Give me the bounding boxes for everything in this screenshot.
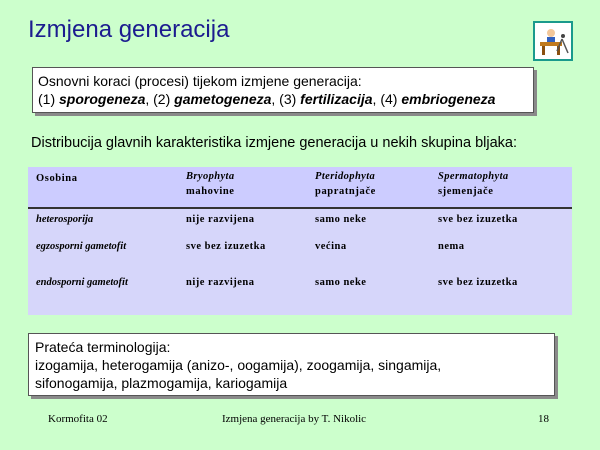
slide-title: Izmjena generacija bbox=[28, 16, 230, 43]
step-number: (2) bbox=[153, 91, 175, 107]
column-header-group-name: Bryophyta bbox=[186, 171, 235, 182]
row-label: heterosporija bbox=[36, 214, 94, 225]
step-term: sporogeneza bbox=[59, 91, 146, 107]
table-cell: nije razvijena bbox=[186, 277, 255, 288]
step-separator: , bbox=[372, 91, 381, 107]
table-cell: samo neke bbox=[315, 277, 367, 288]
row-label: endosporni gametofit bbox=[36, 277, 128, 288]
table-cell: nema bbox=[438, 241, 465, 252]
terminology-heading: Prateća terminologija: bbox=[35, 339, 171, 355]
column-header-group-common: papratnjače bbox=[315, 186, 376, 197]
table-cell: sve bez izuzetka bbox=[186, 241, 266, 252]
table-cell: sve bez izuzetka bbox=[438, 277, 518, 288]
step-term: fertilizacija bbox=[300, 91, 373, 107]
step-term: embriogeneza bbox=[401, 91, 496, 107]
column-header-group-common: sjemenjače bbox=[438, 186, 494, 197]
table-cell: nije razvijena bbox=[186, 214, 255, 225]
table-cell: većina bbox=[315, 241, 347, 252]
steps-box bbox=[32, 67, 534, 113]
footer-center: Izmjena generacija by T. Nikolic bbox=[222, 413, 367, 425]
page-number: 18 bbox=[538, 413, 549, 425]
column-header-group-name: Spermatophyta bbox=[438, 171, 509, 182]
terminology-box bbox=[28, 333, 555, 396]
step-term: gametogeneza bbox=[174, 91, 272, 107]
steps-intro: Osnovni koraci (procesi) tijekom izmjene generacija: bbox=[38, 73, 362, 89]
characteristics-table bbox=[28, 167, 572, 315]
steps-list bbox=[38, 90, 528, 108]
step-number: (4) bbox=[380, 91, 402, 107]
column-header-osobina: Osobina bbox=[36, 173, 78, 184]
terminology-line: izogamija, heterogamija (anizo-, oogamija), zoogamija, singamija, bbox=[35, 357, 442, 373]
column-header-group-name: Pteridophyta bbox=[315, 171, 376, 182]
step-separator: , bbox=[145, 91, 154, 107]
step-separator: , bbox=[271, 91, 280, 107]
terminology-line: sifonogamija, plazmogamija, kariogamija bbox=[35, 375, 288, 391]
footer-left: Kormofita 02 bbox=[48, 413, 108, 425]
distribution-label: Distribucija glavnih karakteristika izmjene generacija u nekih skupina bljaka: bbox=[31, 135, 517, 151]
row-label: egzosporni gametofit bbox=[36, 241, 127, 252]
table-cell: samo neke bbox=[315, 214, 367, 225]
table-cell: sve bez izuzetka bbox=[438, 214, 518, 225]
step-number: (1) bbox=[38, 91, 59, 107]
column-header-group-common: mahovine bbox=[186, 186, 235, 197]
step-number: (3) bbox=[279, 91, 301, 107]
person-at-desk-icon bbox=[533, 21, 573, 61]
